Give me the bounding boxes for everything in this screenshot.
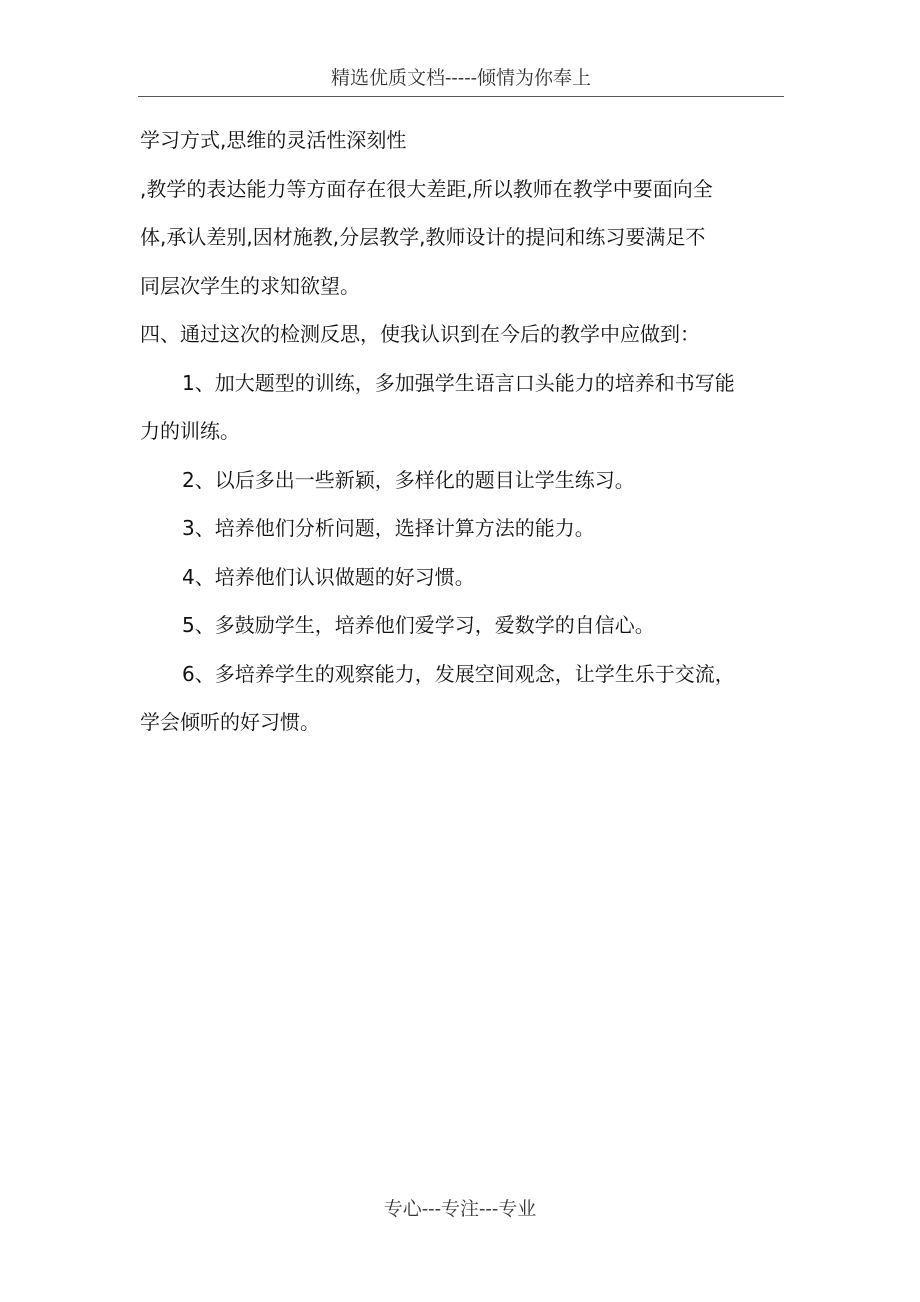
list-item: 1、加大题型的训练，多加强学生语言口头能力的培养和书写能: [182, 370, 735, 395]
list-item-continuation: 力的训练。: [140, 419, 240, 443]
document-body: [140, 116, 790, 747]
list-item: 6、多培养学生的观察能力，发展空间观念，让学生乐于交流，: [182, 661, 735, 686]
paragraph-line: 学习方式,思维的灵活性深刻性: [140, 128, 407, 152]
paragraph-line: ,教学的表达能力等方面存在很大差距,所以教师在教学中要面向全: [140, 176, 713, 201]
list-item: 3、培养他们分析问题，选择计算方法的能力。: [182, 516, 595, 540]
page-footer: 专心---专注---专业: [383, 1198, 537, 1220]
list-item: 5、多鼓励学生，培养他们爱学习，爱数学的自信心。: [182, 613, 655, 637]
page-header: 精选优质文档-----倾情为你奉上: [138, 64, 784, 97]
section-heading: 四、通过这次的检测反思，使我认识到在今后的教学中应做到：: [140, 322, 700, 346]
list-item: 2、以后多出一些新颖，多样化的题目让学生练习。: [182, 467, 635, 492]
list-item: 4、培养他们认识做题的好习惯。: [182, 564, 475, 589]
paragraph-line: 体,承认差别,因材施教,分层教学,教师设计的提问和练习要满足不: [140, 225, 706, 249]
list-item-continuation: 学会倾听的好习惯。: [140, 710, 320, 734]
paragraph-line: 同层次学生的求知欲望。: [140, 273, 360, 298]
